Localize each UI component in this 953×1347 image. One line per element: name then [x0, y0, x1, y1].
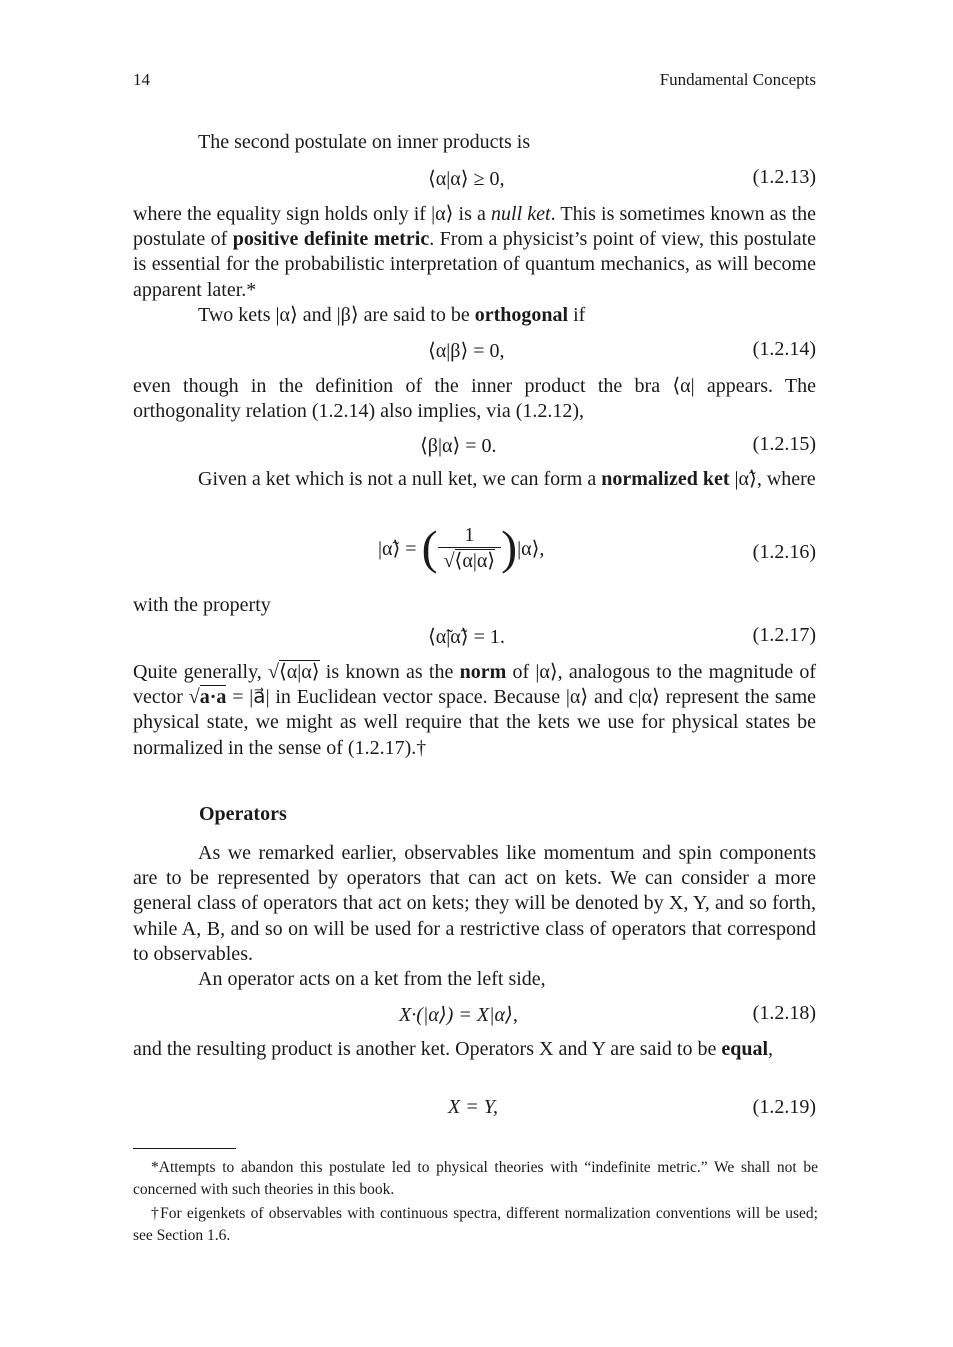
equation-1-2-15 — [133, 433, 816, 461]
paragraph-operators-intro: As we remarked earlier, observables like momentum and spin components are to be represented by operators that can act on kets. We can consider a more general class of operators that act on kets; they will be denoted by X, Y, and so forth, while A, B, and so on will be used for a restrictive class of operators that correspond to observables. — [133, 842, 816, 965]
equation-1-2-17 — [133, 624, 816, 652]
right-paren: ) — [501, 521, 518, 575]
equation-number: (1.2.14) — [752, 338, 816, 360]
equation-1-2-18 — [133, 1002, 816, 1030]
fraction — [438, 524, 502, 573]
text-run: of |α⟩, analogous to the magnitude of vector — [133, 661, 816, 709]
text-run: Quite generally, — [133, 661, 268, 683]
page-header — [133, 70, 816, 94]
math-ket: |α⟩ — [275, 304, 298, 326]
radicand: a·a — [199, 686, 227, 709]
paragraph-operator-acts: An operator acts on a ket from the left side, — [198, 968, 546, 990]
equation-number: (1.2.19) — [752, 1096, 816, 1118]
paragraph-norm: Quite generally, √⟨α|α⟩ is known as the norm of |α⟩, analogous to the magnitude of vector √a·a = |a⃗| in Euclidean vector space. Because |α⟩ and c|α⟩ represent the same physical state, we might as well require that the kets we use for physical states be normalized in the sense of (1.2.17).† — [133, 661, 817, 759]
equation-number: (1.2.18) — [752, 1002, 816, 1024]
equation-formula: ⟨α|α⟩ ≥ 0, — [428, 168, 505, 190]
text-run: = |a⃗| in Euclidean vector space. Because |α⟩ and c|α⟩ represent the same physical state, we might as well require that the kets we use for physical states be normalized in the sense of (1.2.17).† — [133, 686, 817, 759]
text-run: Two kets — [198, 304, 276, 326]
paragraph-positive-definite — [133, 202, 816, 303]
running-title: Fundamental Concepts — [659, 70, 816, 89]
math-ket: |α⟩ — [431, 203, 454, 225]
term-equal: equal — [721, 1038, 769, 1060]
text-run: and — [297, 304, 337, 326]
text-run: where the equality sign holds only if — [133, 203, 432, 225]
footnote-continuous-spectra: †For eigenkets of observables with continuous spectra, different normalization conventions will be used; see Section 1.6. — [133, 1205, 818, 1244]
paragraph-inner-product-intro: The second postulate on inner products is — [198, 131, 531, 153]
term-orthogonal: orthogonal — [474, 304, 569, 326]
fraction-denominator: √⟨α|α⟩ — [443, 550, 496, 572]
equation-number: (1.2.16) — [752, 541, 816, 563]
equation-rhs: |α⟩, — [517, 538, 545, 560]
paragraph-normalized-ket — [133, 467, 816, 492]
text-run: if — [568, 304, 586, 326]
radicand: ⟨α|α⟩ — [454, 550, 496, 572]
fraction-numerator: 1 — [438, 524, 502, 548]
paragraph-operators-equal — [133, 1037, 816, 1062]
term-positive-definite-metric: positive definite metric — [232, 228, 430, 251]
text-run: . From a physicist’s point of view, this postulate is essential for the probabilistic interpretation of quantum mechanics, as will become apparent later.* — [133, 228, 817, 301]
paragraph-orthogonal — [133, 303, 816, 328]
text-run: Given a ket which is not a null ket, we can form a — [198, 468, 602, 490]
equation-lhs: |α̃⟩ = — [378, 538, 417, 560]
footnote-indefinite-metric: *Attempts to abandon this postulate led to physical theories with “indefinite metric.” We shall not be concerned with such theories in this book. — [133, 1159, 818, 1198]
text-run: and the resulting product is another ket. Operators X and Y are said to be — [133, 1038, 722, 1060]
paragraph-with-property: with the property — [133, 594, 271, 616]
equation-number: (1.2.13) — [752, 166, 816, 188]
equation-1-2-19 — [133, 1096, 816, 1124]
equation-formula: ⟨β|α⟩ = 0. — [420, 435, 497, 457]
equation-1-2-14 — [133, 338, 816, 366]
section-heading-operators: Operators — [199, 803, 287, 825]
text-run: , — [768, 1038, 774, 1060]
equation-formula — [378, 521, 545, 575]
text-run: is a — [453, 203, 492, 225]
paragraph-orthogonality-relation: even though in the definition of the inner product the bra ⟨α| appears. The orthogonality relation (1.2.14) also implies, via (1.2.12), — [133, 375, 816, 423]
term-normalized-ket: normalized ket — [601, 468, 730, 490]
equation-number: (1.2.15) — [752, 433, 816, 455]
text-run: is known as the — [319, 661, 460, 683]
equation-formula: ⟨α|β⟩ = 0, — [428, 340, 505, 362]
equation-formula: X·(|α⟩) = X|α⟩, — [399, 1004, 518, 1026]
radicand: ⟨α|α⟩ — [278, 661, 320, 683]
equation-1-2-16 — [133, 521, 816, 586]
term-norm: norm — [459, 661, 507, 683]
left-paren: ( — [421, 521, 438, 575]
equation-formula: X = Y, — [448, 1096, 498, 1118]
text-run: |α̃⟩, where — [729, 468, 816, 490]
page-number: 14 — [133, 70, 150, 89]
math-ket: |β⟩ — [336, 304, 359, 326]
equation-1-2-13 — [133, 166, 816, 194]
equation-formula: ⟨α̃|α̃⟩ = 1. — [428, 626, 505, 648]
text-run: are said to be — [358, 304, 475, 326]
text-run: . This is sometimes known as the postulate of — [133, 203, 817, 251]
emphasis-null-ket: null ket — [491, 203, 551, 225]
footnote-rule — [133, 1148, 236, 1149]
equation-number: (1.2.17) — [752, 624, 816, 646]
